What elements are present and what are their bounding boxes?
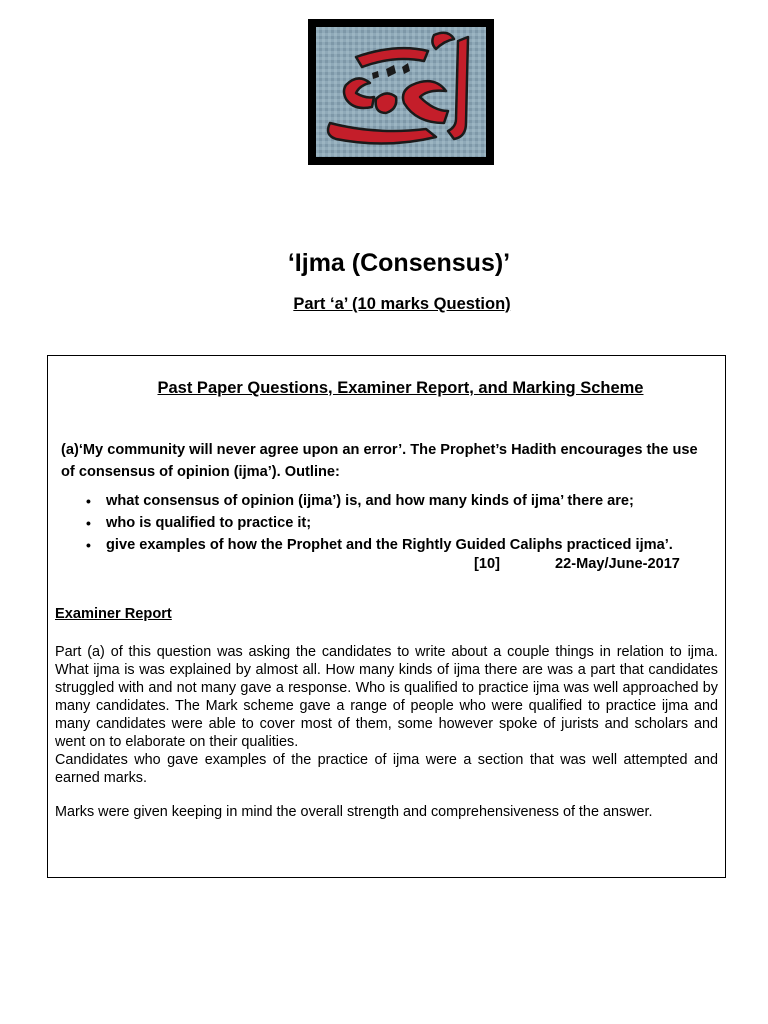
- calligraphy-image: [316, 27, 486, 157]
- list-item: [86, 534, 706, 556]
- examiner-report-text: [55, 643, 718, 787]
- ijma-calligraphy-logo: [308, 19, 494, 165]
- bullet-icon: •: [86, 493, 91, 509]
- content-box: [47, 355, 726, 878]
- marks-label: [10]: [474, 556, 500, 572]
- box-heading: Past Paper Questions, Examiner Report, and Marking Scheme: [157, 379, 644, 397]
- page-subtitle: Part ‘a’ (10 marks Question): [293, 295, 511, 313]
- bullet-icon: •: [86, 515, 91, 531]
- list-item: [86, 490, 706, 512]
- question-text: (a)‘My community will never agree upon an error’. The Prophet’s Hadith encourages the use of consensus of opinion (ijma’). Outline:: [61, 442, 698, 480]
- exam-date: 22-May/June-2017: [555, 556, 680, 572]
- list-item-text: give examples of how the Prophet and the Rightly Guided Caliphs practiced ijma’.: [106, 537, 673, 553]
- report-paragraph-2: Candidates who gave examples of the practice of ijma were a section that was well attempted and earned marks.: [55, 752, 718, 786]
- report-paragraph: Part (a) of this question was asking the candidates to write about a couple things in relation to ijma. What ijma is was explained by almost all. How many kinds of ijma there are was a part that candidates struggled with and not many gave a response. Who is qualified to practice ijma was well approached by many candidates. The Mark scheme gave a range of people who were qualified to practice ijma and many candidates were able to cover most of them, some however spoke of jurists and scholars and went on to elaborate on their qualities.: [55, 644, 718, 750]
- list-item-text: what consensus of opinion (ijma’) is, and how many kinds of ijma’ there are;: [106, 493, 634, 509]
- examiner-report-heading: Examiner Report: [55, 606, 172, 622]
- bullet-icon: •: [86, 537, 91, 553]
- list-item: [86, 512, 706, 534]
- page-title: ‘Ijma (Consensus)’: [287, 249, 511, 277]
- closing-text: Marks were given keeping in mind the overall strength and comprehensiveness of the answer.: [55, 804, 653, 820]
- question-bullet-list: [86, 490, 706, 556]
- list-item-text: who is qualified to practice it;: [106, 515, 312, 531]
